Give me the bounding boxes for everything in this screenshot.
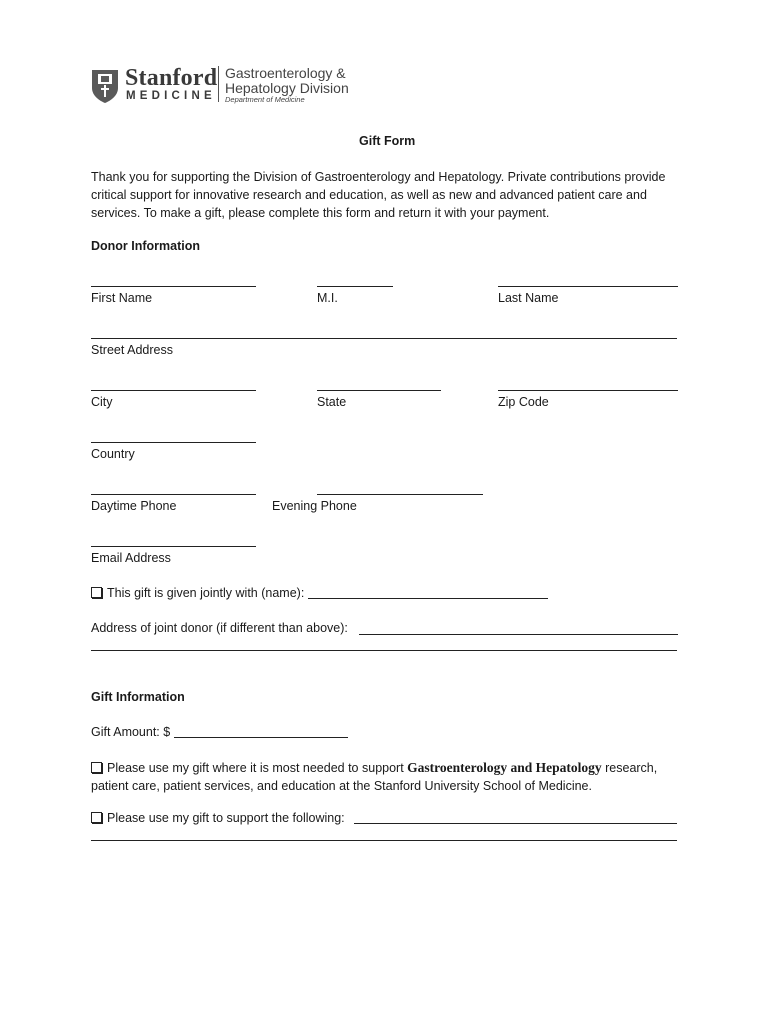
street-address-label: Street Address [91,343,173,357]
gift-option-most-needed [91,759,681,795]
donor-info-heading: Donor Information [91,239,201,253]
joint-gift-label: This gift is given jointly with (name): [107,586,305,600]
intro-paragraph: Thank you for supporting the Division of Gastroenterology and Hepatology. Private contributions provide critical support for innovative research and education, as well as new and advanced patient care and services. To make a gift, please complete this form and return it with your payment. [91,170,666,220]
joint-address-label: Address of joint donor (if different than above): [91,621,348,635]
evening-phone-label: Evening Phone [272,499,357,513]
option1-text-post: research, patient care, patient services, and education at the Stanford University School of Medicine. [91,761,658,793]
first-name-label: First Name [91,291,153,305]
logo-divider [218,66,219,102]
mi-field[interactable] [317,286,393,287]
zip-code-label: Zip Code [498,395,549,409]
gift-option-specific-row [91,811,345,825]
zip-code-field[interactable] [498,390,678,391]
state-label: State [317,395,347,409]
state-field[interactable] [317,390,441,391]
joint-gift-name-field[interactable] [308,586,548,599]
daytime-phone-label: Daytime Phone [91,499,177,513]
first-name-field[interactable] [91,286,256,287]
most-needed-checkbox[interactable] [91,762,102,773]
last-name-label: Last Name [498,291,559,305]
country-field[interactable] [91,442,256,443]
logo-medicine-word: MEDICINE [126,90,216,102]
specific-purpose-checkbox[interactable] [91,812,102,823]
logo-division-line1: Gastroenterology & [225,65,346,81]
gift-amount-field[interactable] [174,725,348,738]
logo-stanford-word: Stanford [125,65,218,91]
joint-address-field[interactable] [359,634,678,635]
street-address-field[interactable] [91,338,677,339]
specific-purpose-field[interactable] [354,823,677,824]
gift-amount-label: Gift Amount: $ [91,725,171,739]
evening-phone-field[interactable] [317,494,483,495]
joint-gift-row [91,586,548,600]
stanford-seal-icon [90,68,120,104]
option1-text-pre: Please use my gift where it is most needed to support [107,761,408,775]
logo-division-line2: Hepatology Division [225,80,349,96]
gift-info-heading: Gift Information [91,690,185,704]
stanford-medicine-logo [90,66,380,106]
form-title: Gift Form [359,134,416,148]
option1-text-bold: Gastroenterology and Hepatology [407,760,602,775]
city-label: City [91,395,113,409]
last-name-field[interactable] [498,286,678,287]
country-label: Country [91,447,135,461]
specific-purpose-field-line2[interactable] [91,840,677,841]
joint-gift-checkbox[interactable] [91,587,102,598]
email-label: Email Address [91,551,171,565]
mi-label: M.I. [317,291,338,305]
daytime-phone-field[interactable] [91,494,256,495]
specific-purpose-label: Please use my gift to support the following: [107,811,345,825]
city-field[interactable] [91,390,256,391]
joint-address-field-line2[interactable] [91,650,677,651]
email-field[interactable] [91,546,256,547]
gift-amount-row [91,725,348,739]
logo-department: Department of Medicine [225,95,305,104]
